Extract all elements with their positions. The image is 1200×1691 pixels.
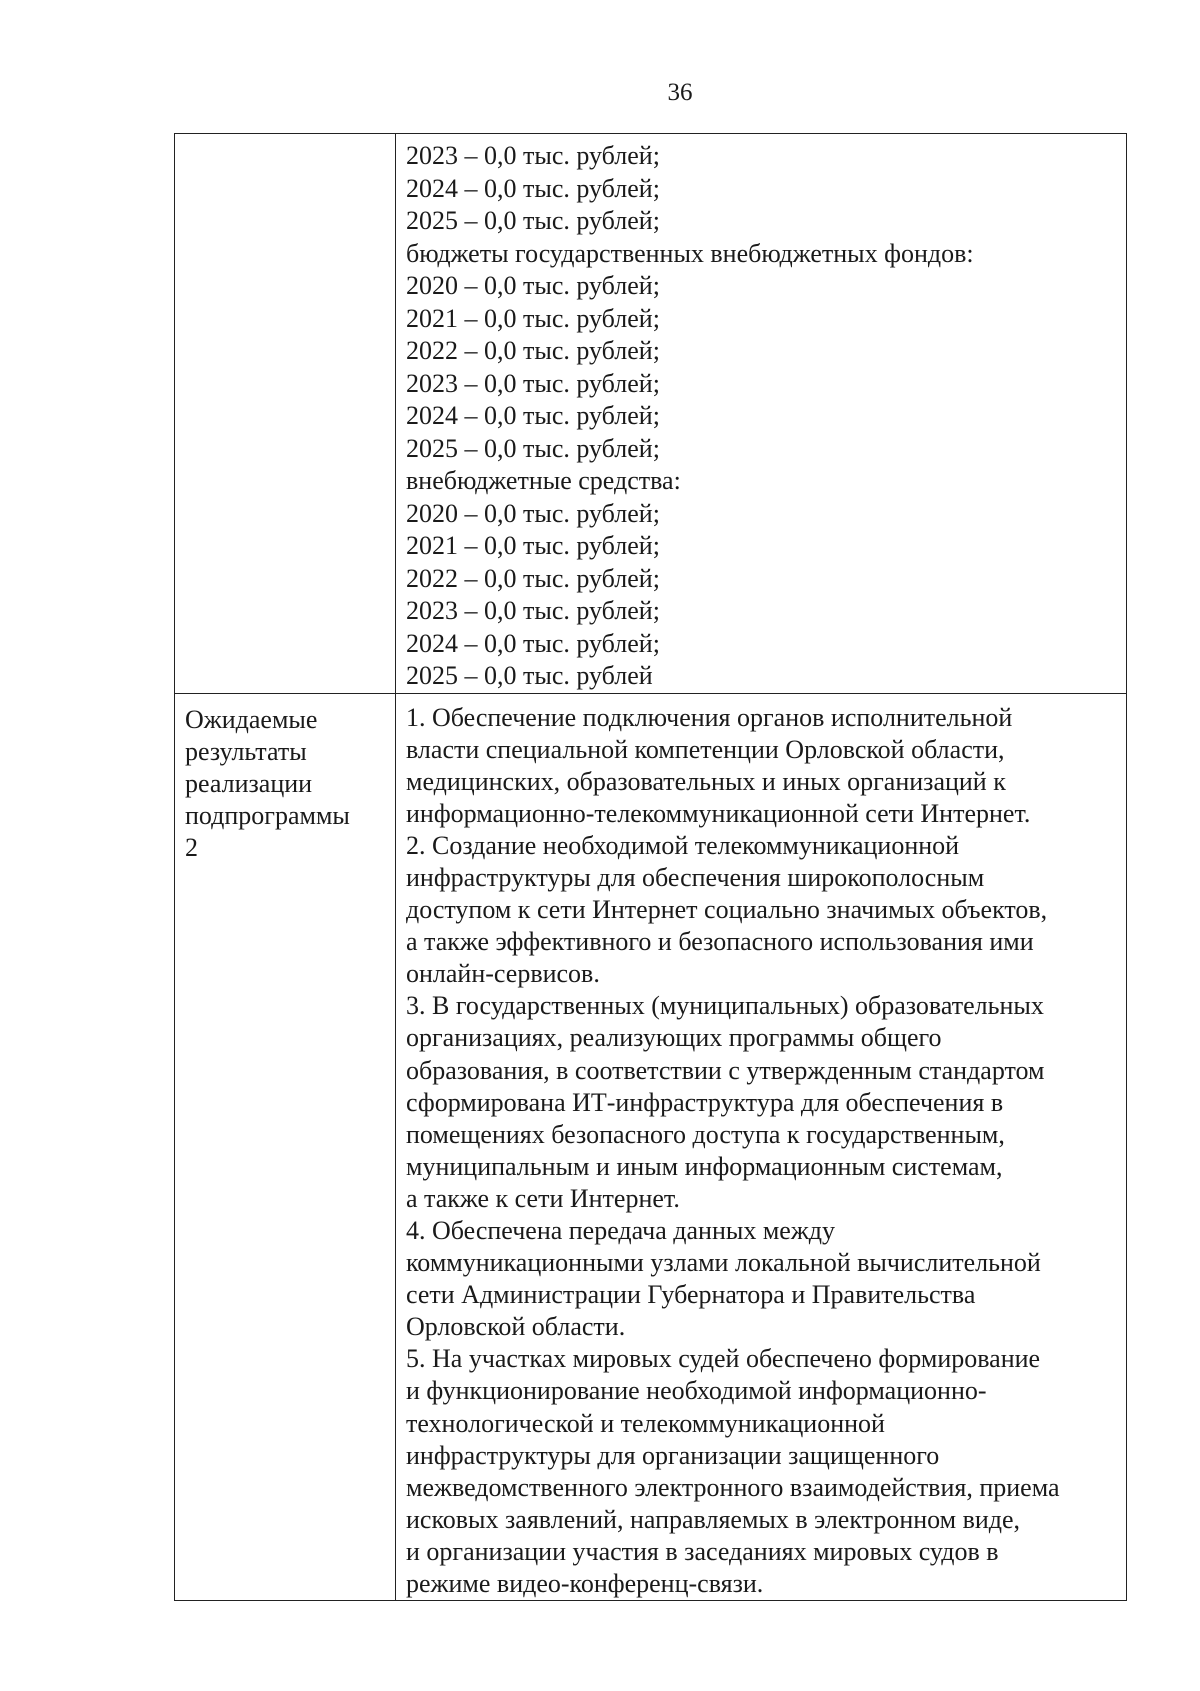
text-line: инфраструктуры для организации защищенного: [406, 1440, 940, 1470]
table-cell-label: [175, 134, 396, 694]
text-line: 2: [185, 832, 198, 862]
text-line: 3. В государственных (муниципальных) образовательных: [406, 991, 1044, 1021]
text-line: медицинских, образовательных и иных организаций к: [406, 766, 1006, 796]
text-line: помещениях безопасного доступа к государственным,: [406, 1119, 1005, 1149]
text-line: 2020 – 0,0 тыс. рублей;: [406, 271, 660, 300]
table-cell-label: [175, 693, 396, 1601]
table-cell-funding-values: [396, 134, 1127, 694]
text-line: и функционирование необходимой информационно-: [406, 1376, 987, 1406]
text-line: 4. Обеспечена передача данных между: [406, 1216, 836, 1245]
text-line: сети Администрации Губернатора и Правительства: [406, 1280, 976, 1310]
text-line: 5. На участках мировых судей обеспечено формирование: [406, 1344, 1041, 1374]
text-line: Орловской области.: [406, 1312, 626, 1342]
text-line: 2021 – 0,0 тыс. рублей;: [406, 303, 660, 333]
text-line: реализации: [185, 768, 313, 798]
cell-left-lines: [175, 694, 395, 864]
text-line: доступом к сети Интернет социально значимых объектов,: [406, 895, 1048, 925]
table-cell-results-text: [396, 693, 1127, 1601]
document-table: [174, 133, 1127, 1601]
cell-right-lines: [396, 134, 1126, 693]
text-line: 1. Обеспечение подключения органов исполнительной: [406, 702, 1013, 732]
text-line: 2020 – 0,0 тыс. рублей;: [406, 498, 660, 528]
text-line: а также к сети Интернет.: [406, 1183, 680, 1213]
text-line: 2024 – 0,0 тыс. рублей;: [406, 628, 660, 658]
text-line: 2022 – 0,0 тыс. рублей;: [406, 563, 660, 593]
text-line: бюджеты государственных внебюджетных фондов:: [406, 238, 974, 268]
cell-left-lines: [175, 134, 395, 144]
text-line: 2023 – 0,0 тыс. рублей;: [406, 596, 660, 625]
text-line: организациях, реализующих программы общего: [406, 1023, 942, 1053]
text-line: технологической и телекоммуникационной: [406, 1408, 885, 1438]
text-line: исковых заявлений, направляемых в электронном виде,: [406, 1504, 1021, 1534]
text-line: коммуникационными узлами локальной вычислительной: [406, 1248, 1041, 1278]
text-line: а также эффективного и безопасного использования ими: [406, 927, 1034, 957]
text-line: подпрограммы: [185, 800, 350, 830]
table-row-expected-results: [175, 693, 1127, 1601]
text-line: власти специальной компетенции Орловской области,: [406, 734, 1005, 764]
text-line: инфраструктуры для обеспечения широкополосным: [406, 862, 985, 892]
text-line: сформирована ИТ-инфраструктура для обеспечения в: [406, 1087, 1004, 1117]
text-line: внебюджетные средства:: [406, 466, 681, 495]
text-line: 2023 – 0,0 тыс. рублей;: [406, 368, 660, 398]
text-line: образования, в соответствии с утвержденным стандартом: [406, 1055, 1045, 1085]
table-row-funding: [175, 134, 1127, 694]
text-line: муниципальным и иным информационным системам,: [406, 1151, 1003, 1181]
text-line: 2025 – 0,0 тыс. рублей;: [406, 206, 660, 235]
text-line: 2024 – 0,0 тыс. рублей;: [406, 401, 660, 430]
text-line: и организации участия в заседаниях мировых судов в: [406, 1536, 999, 1566]
page-number: 36: [667, 79, 693, 106]
cell-right-lines: [396, 694, 1126, 1601]
text-line: 2025 – 0,0 тыс. рублей: [406, 661, 653, 690]
text-line: режиме видео-конференц-связи.: [406, 1569, 764, 1599]
text-line: 2025 – 0,0 тыс. рублей;: [406, 433, 660, 463]
text-line: информационно-телекоммуникационной сети Интернет.: [406, 798, 1031, 828]
text-line: 2. Создание необходимой телекоммуникационной: [406, 830, 960, 860]
text-line: результаты: [185, 736, 307, 766]
text-line: Ожидаемые: [185, 704, 318, 734]
text-line: межведомственного электронного взаимодействия, приема: [406, 1472, 1060, 1502]
text-line: 2023 – 0,0 тыс. рублей;: [406, 141, 660, 170]
text-line: 2022 – 0,0 тыс. рублей;: [406, 336, 660, 365]
text-line: 2024 – 0,0 тыс. рублей;: [406, 173, 660, 203]
text-line: 2021 – 0,0 тыс. рублей;: [406, 531, 660, 560]
text-line: онлайн-сервисов.: [406, 959, 600, 989]
